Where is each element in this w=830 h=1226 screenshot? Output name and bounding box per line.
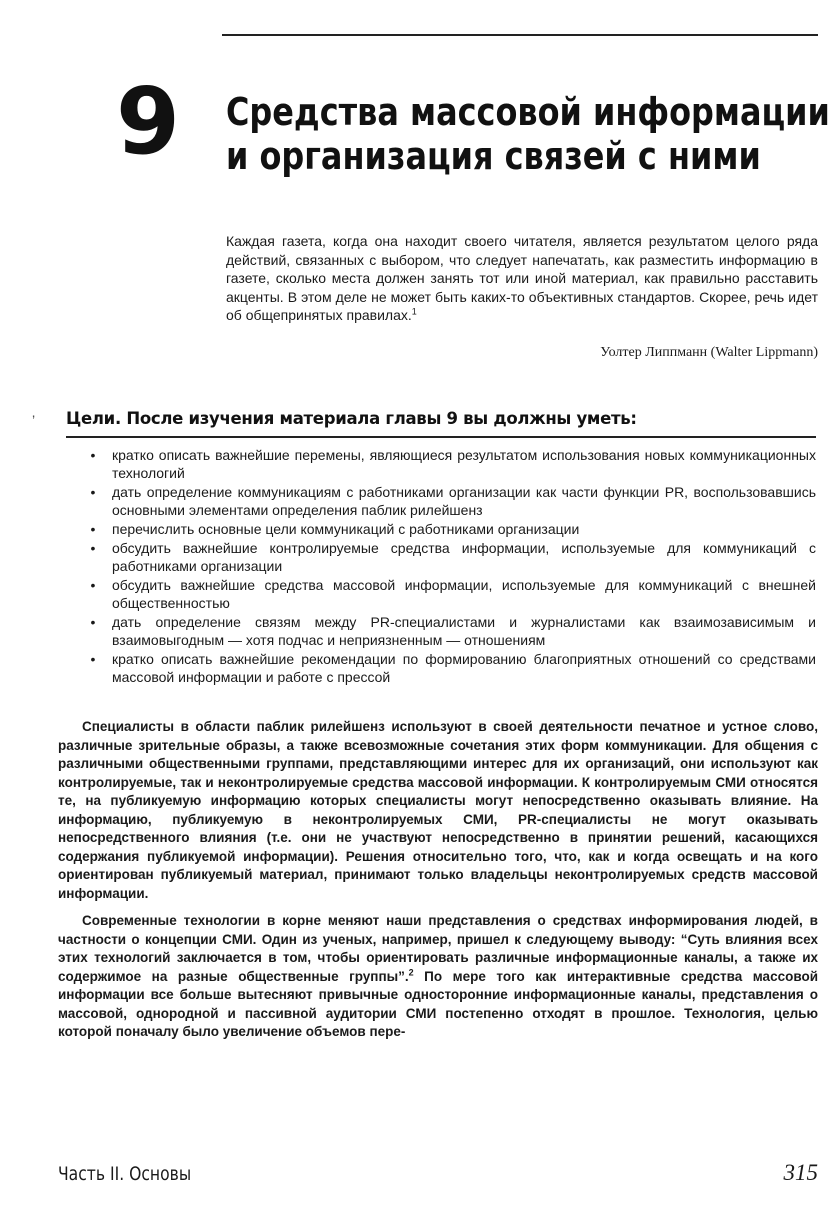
goal-item-text: кратко описать важнейшие рекомендации по формированию благоприятных отношений со средствами массовой информации и работе с прессой [112,651,816,685]
bullet-icon: • [90,651,96,667]
body-paragraph-1: Специалисты в области паблик рилейшенз используют в своей деятельности печатное и устное слово, различные зрительные образы, а также всевозможные сочетания этих форм коммуникации. Для общения с различными общественными группами, представляющими интерес для их организаций, они используют как контролируемые, так и неконтролируемые средства массовой информации. К контролируемым СМИ относятся те, на публикуемую информацию которых специалисты могут непосредственно оказывать влияние. На информацию, публикуемую в неконтролируемых СМИ, PR-специалисты не могут оказывать непосредственного влияния (т.е. они не участвуют непосредственно в принятии решений, касающихся содержания публикуемой информации). Решения относительно того, что, как и когда освещать и на кого ориентирован публикуемый материал, принимают только владельцы неконтролируемых средств массовой информации. [58,719,818,901]
page-number: 315 [783,1160,818,1185]
goal-item-text: перечислить основные цели коммуникаций с работниками организации [112,521,580,537]
epigraph-footnote-marker: 1 [411,306,417,317]
bullet-icon: • [90,521,96,537]
chapter-title-line-1: Средства массовой информации [226,90,830,134]
bullet-icon: • [90,577,96,593]
goal-item [88,613,816,649]
bullet-icon: • [90,540,96,556]
goal-item [88,520,816,538]
body-text [58,718,818,1051]
goals-rule [66,436,816,438]
goal-item [88,446,816,482]
footer-section-title: Часть II. Основы [58,1163,192,1185]
body-footnote-marker: 2 [408,967,414,977]
goals-heading: Цели. После изучения материала главы 9 вы должны уметь: [66,409,637,428]
goal-item [88,483,816,519]
goal-item-text: дать определение связям между PR-специалистами и журналистами как взаимозависимым и взаимовыгодным — хотя подчас и неприязненным — отношениям [112,614,816,648]
bullet-icon: • [90,614,96,630]
goal-item-text: обсудить важнейшие средства массовой информации, используемые для коммуникаций с внешней общественностью [112,577,816,611]
epigraph-author: Уолтер Липпманн (Walter Lippmann) [600,345,818,360]
margin-mark: ’ [32,412,36,428]
goal-item [88,650,816,686]
body-paragraph-2-part-1: Современные технологии в корне меняют наши представления о средствах информирования людей, в частности о концепции СМИ. Один из ученых, например, пришел к следующему выводу: “Суть влияния всех этих технологий заключается в том, чтобы ориентировать различные информационные каналы, а также их содержимое на разные общественные группы”. [58,913,818,984]
goals-list [88,446,816,687]
chapter-title [226,90,830,178]
chapter-number: 9 [115,68,180,175]
goal-item-text: кратко описать важнейшие перемены, являющиеся результатом использования новых коммуникационных технологий [112,447,816,481]
bullet-icon: • [90,484,96,500]
body-paragraph-2 [58,912,818,1042]
bullet-icon: • [90,447,96,463]
goal-item [88,539,816,575]
goal-item-text: дать определение коммуникациям с работниками организации как части функции PR, воспользовавшись основными элементами определения паблик рилейшенз [112,484,816,518]
body-paragraph-2-part-2: По мере того как интерактивные средства массовой информации все больше вытесняют привычные односторонние информационные каналы, представления о массовой, однородной и пассивной аудитории СМИ постепенно отходят в прошлое. Технология, целью которой поначалу было увеличение объемов пере- [58,968,818,1039]
epigraph-text: Каждая газета, когда она находит своего читателя, является результатом целого ряда действий, связанных с выбором, что следует напечатать, как разместить информацию в газете, сколько места должен занять тот или иной материал, как правильно расставить акценты. В этом деле не может быть каких-то объективных стандартов. Скорее, речь идет об общепринятых правилах. [226,233,818,323]
top-rule [222,34,818,36]
epigraph [226,232,818,325]
goal-item-text: обсудить важнейшие контролируемые средства информации, используемые для коммуникаций с работниками организации [112,540,816,574]
goal-item [88,576,816,612]
chapter-title-line-2: и организация связей с ними [226,134,761,178]
